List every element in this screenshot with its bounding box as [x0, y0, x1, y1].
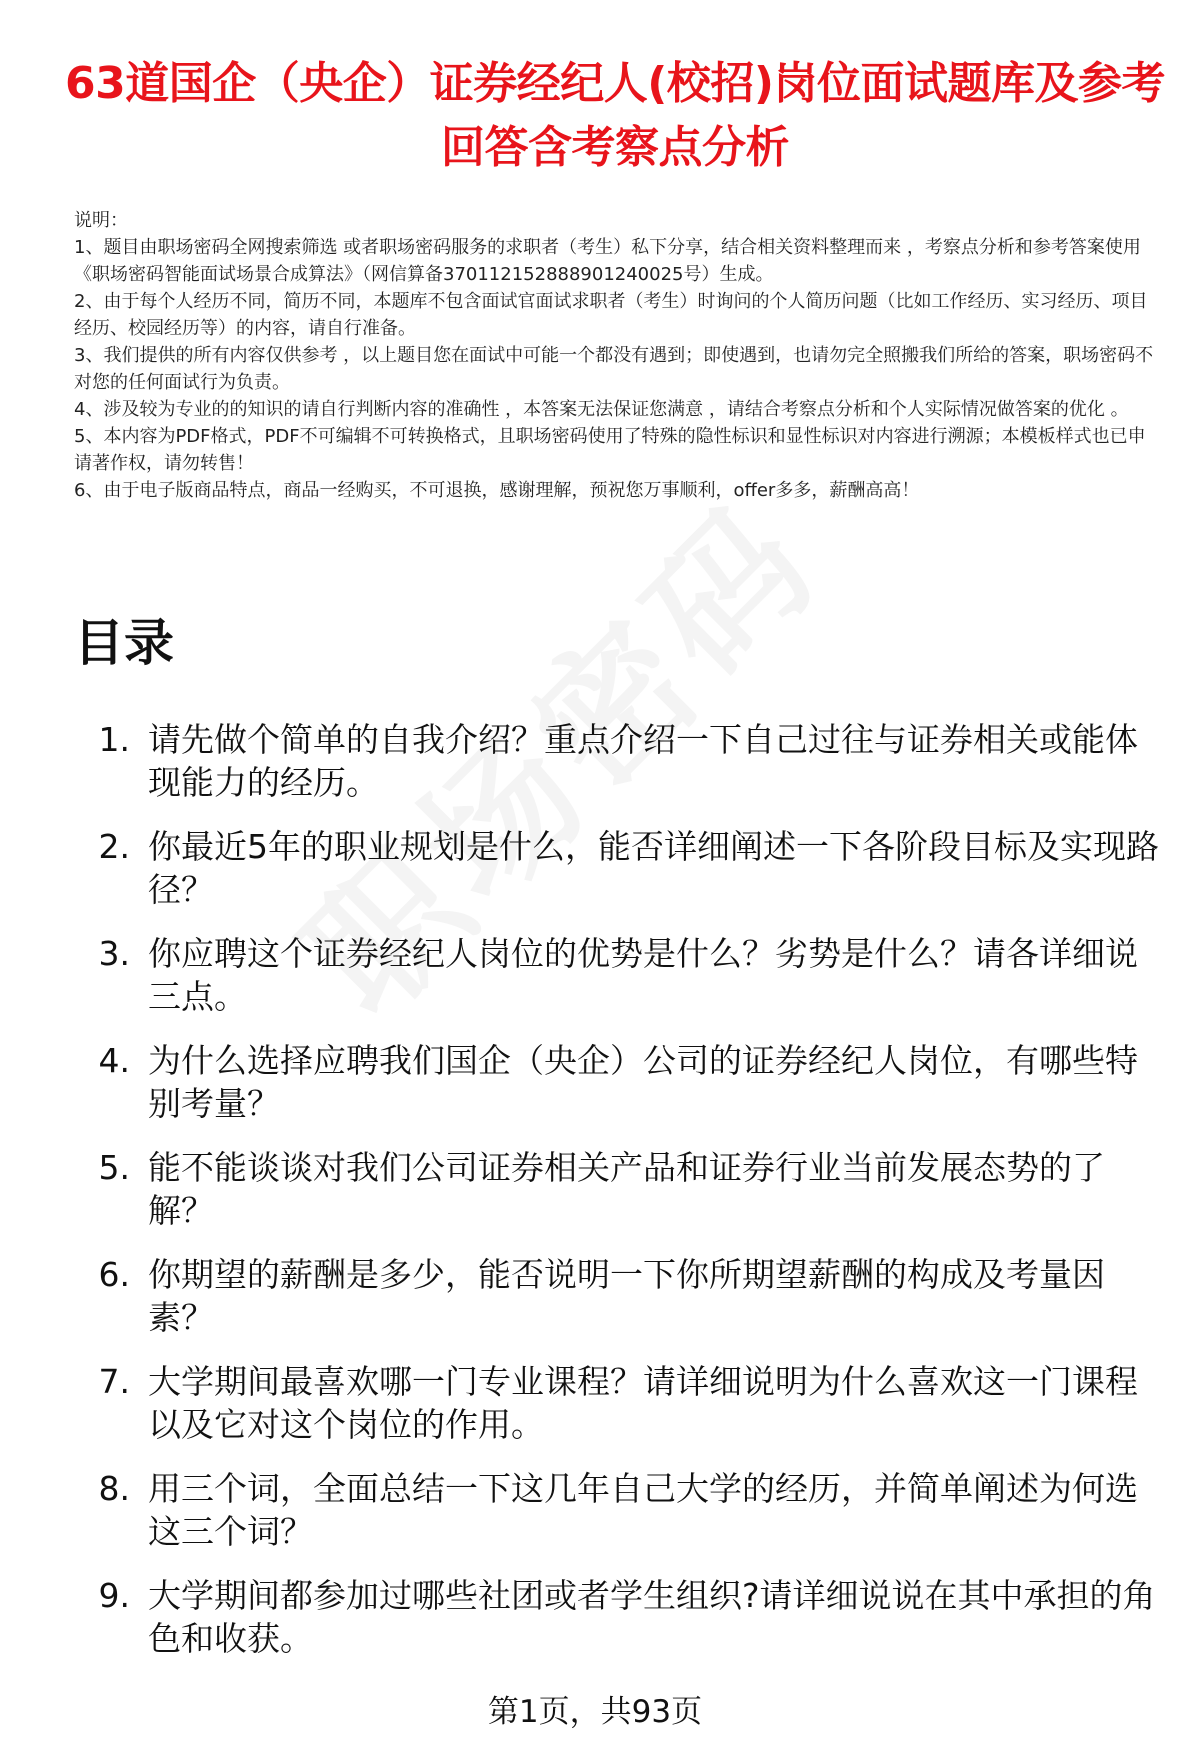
- page-footer: 第1页，共93页: [487, 1694, 703, 1730]
- toc-item[interactable]: [74, 1146, 1170, 1232]
- note-item: 5、本内容为PDF格式，PDF不可编辑不可转换格式，且职场密码使用了特殊的隐性标识和显性标识对内容进行溯源；本模板样式也已申请著作权，请勿转售！: [74, 426, 1146, 474]
- toc-text: 大学期间都参加过哪些社团或者学生组织?请详细说说在其中承担的角色和收获。: [148, 1576, 1156, 1658]
- toc-number: 2.: [98, 827, 130, 866]
- toc-number: 4.: [98, 1041, 130, 1080]
- toc-number: 8.: [98, 1469, 130, 1508]
- table-of-contents: [74, 718, 1170, 1681]
- note-item: 1、题目由职场密码全网搜索筛选 或者职场密码服务的求职者（考生）私下分享，结合相关资料整理而来 ，考察点分析和参考答案使用《职场密码智能面试场景合成算法》（网信算备370112152888901240025号）生成。: [74, 237, 1141, 285]
- toc-text: 能不能谈谈对我们公司证券相关产品和证券行业当前发展态势的了解？: [148, 1148, 1105, 1230]
- toc-text: 你最近5年的职业规划是什么，能否详细阐述一下各阶段目标及实现路径？: [148, 827, 1159, 909]
- toc-number: 7.: [98, 1362, 130, 1401]
- toc-item[interactable]: [74, 1039, 1170, 1125]
- toc-item[interactable]: [74, 1467, 1170, 1553]
- note-item: 2、由于每个人经历不同，简历不同，本题库不包含面试官面试求职者（考生）时询问的个人简历问题（比如工作经历、实习经历、项目经历、校园经历等）的内容，请自行准备。: [74, 291, 1148, 339]
- toc-text: 请先做个简单的自我介绍？重点介绍一下自己过往与证券相关或能体现能力的经历。: [148, 720, 1138, 802]
- notes-heading: 说明：: [74, 210, 128, 231]
- toc-text: 用三个词，全面总结一下这几年自己大学的经历，并简单阐述为何选这三个词？: [148, 1469, 1138, 1551]
- document-title: 63道国企（央企）证券经纪人(校招)岗位面试题库及参考回答含考察点分析: [65, 58, 1165, 173]
- toc-number: 1.: [98, 720, 130, 759]
- toc-number: 5.: [98, 1148, 130, 1187]
- note-item: 3、我们提供的所有内容仅供参考 ，以上题目您在面试中可能一个都没有遇到；即使遇到，也请勿完全照搬我们所给的答案，职场密码不对您的任何面试行为负责。: [74, 345, 1154, 393]
- toc-item[interactable]: [74, 1360, 1170, 1446]
- toc-number: 3.: [98, 934, 130, 973]
- toc-item[interactable]: [74, 932, 1170, 1018]
- toc-item[interactable]: [74, 718, 1170, 804]
- toc-item[interactable]: [74, 1253, 1170, 1339]
- note-item: 4、涉及较为专业的的知识的请自行判断内容的准确性 ，本答案无法保证您满意 ，请结合考察点分析和个人实际情况做答案的优化 。: [74, 399, 1129, 420]
- toc-text: 你期望的薪酬是多少，能否说明一下你所期望薪酬的构成及考量因素？: [148, 1255, 1105, 1337]
- toc-text: 你应聘这个证券经纪人岗位的优势是什么？劣势是什么？请各详细说三点。: [148, 934, 1138, 1016]
- note-item: 6、由于电子版商品特点，商品一经购买，不可退换，感谢理解，预祝您万事顺利，offer多多，薪酬高高！: [74, 480, 920, 501]
- toc-item[interactable]: [74, 1574, 1170, 1660]
- toc-item[interactable]: [74, 825, 1170, 911]
- toc-number: 9.: [98, 1576, 130, 1615]
- toc-number: 6.: [98, 1255, 130, 1294]
- toc-heading: 目录: [74, 614, 174, 672]
- toc-text: 为什么选择应聘我们国企（央企）公司的证券经纪人岗位，有哪些特别考量？: [148, 1041, 1138, 1123]
- notes-section: [74, 207, 1158, 504]
- toc-text: 大学期间最喜欢哪一门专业课程？请详细说明为什么喜欢这一门课程以及它对这个岗位的作用。: [148, 1362, 1138, 1444]
